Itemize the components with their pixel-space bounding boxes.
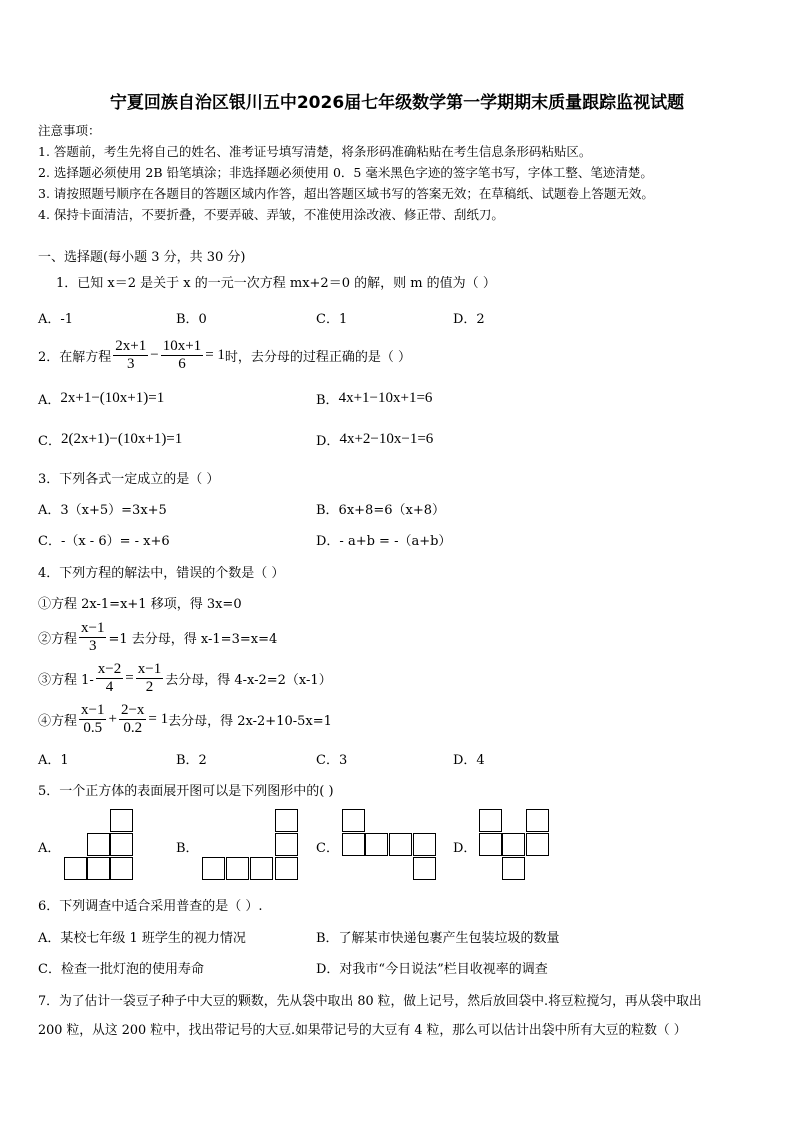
q2-f1-numerator: 2x+1 [115,338,147,354]
net-square [413,833,436,856]
net-square [479,833,502,856]
q4-i3-equals: = [125,670,134,686]
q4-i3-fraction-1 [96,661,123,696]
q2-minus: − [150,347,159,363]
q2-a-label: A． [38,393,61,408]
q4-i4-f1-denominator: 0.5 [83,720,103,736]
q4-i3-fraction-2 [136,661,163,696]
q4-i3-f2-numerator: x−1 [137,661,162,677]
q6-stem: 6．下列调查中适合采用普查的是（ ）. [38,899,263,914]
q3-option-c: C．-（x - 6）= - x+6 [38,534,170,549]
note-item-3: 3. 请按照题号顺序在各题目的答题区域内作答，超出答题区域书写的答案无效；在草稿纸、试题卷上答题无效。 [38,186,654,201]
net-square [502,833,525,856]
q4-i4-f1-numerator: x−1 [81,702,105,718]
q1-option-c: C．1 [316,312,348,327]
q2-fraction-1 [113,338,148,373]
net-square [250,857,273,880]
q5-label-b: B． [176,841,199,856]
net-square [275,857,298,880]
net-square [110,857,133,880]
section-heading: 一、选择题(每小题 3 分，共 30 分) [38,250,246,265]
q4-i4-plus: + [108,711,117,727]
net-square [502,857,525,880]
q4-option-c: C．3 [316,753,348,768]
q4-stem: 4．下列方程的解法中，错误的个数是（ ） [38,566,285,581]
q4-i4-f2-denominator: 0.2 [123,720,143,736]
net-square [389,833,412,856]
net-square [479,809,502,832]
q2-option-b [316,389,432,408]
q4-item-3 [38,661,332,696]
net-square [226,857,249,880]
q3-option-a: A．3（x+5）=3x+5 [38,503,167,518]
q4-item-1: ①方程 2x-1=x+1 移项，得 3x=0 [38,597,242,612]
q3-option-d: D．- a+b = -（a+b） [316,534,452,549]
q4-option-a: A．1 [38,753,69,768]
q6-option-b: B．了解某市快递包裹产生包装垃圾的数量 [316,931,560,946]
net-square [342,833,365,856]
net-square [365,833,388,856]
q4-i4-equals: = 1 [148,711,169,727]
note-item-1: 1. 答题前，考生先将自己的姓名、准考证号填写清楚，将条形码准确粘贴在考生信息条形码粘贴区。 [38,144,592,159]
q2-option-c [38,430,182,449]
q2-b-label: B． [316,393,339,408]
q5-stem: 5．一个正方体的表面展开图可以是下列图形中的( ) [38,784,334,799]
q7-line-2: 200 粒，从这 200 粒中，找出带记号的大豆.如果带记号的大豆有 4 粒，那么可以估计出袋中所有大豆的粒数（ ） [38,1023,687,1038]
q4-i3-f2-denominator: 2 [145,679,154,695]
q5-label-a: A． [38,841,61,856]
net-square [64,857,87,880]
q4-i2-prefix: ②方程 [38,632,78,647]
q4-i2-fraction [79,620,106,655]
page-title: 宁夏回族自治区银川五中2026届七年级数学第一学期期末质量跟踪监视试题 [109,93,685,113]
notes-heading: 注意事项： [38,123,101,138]
q2-option-d [316,430,433,449]
q5-label-c: C． [316,841,339,856]
net-square [275,809,298,832]
q4-i2-denominator: 3 [89,638,97,654]
q2-d-label: D． [316,434,340,449]
q4-option-b: B．2 [176,753,207,768]
net-square [342,809,365,832]
q4-item-4 [38,702,332,737]
q4-i3-suffix: 去分母，得 4-x-2=2（x-1） [165,673,332,688]
q2-suffix: 时，去分母的过程正确的是（ ） [224,350,412,365]
q2-a-expr: 2x+1−(10x+1)=1 [60,390,165,406]
q4-i4-prefix: ④方程 [38,714,78,729]
q2-f1-denominator: 3 [127,356,135,372]
q7-line-1: 7．为了估计一袋豆子种子中大豆的颗数，先从袋中取出 80 粒，做上记号，然后放回袋中.将豆粒搅匀，再从袋中取出 [38,994,702,1009]
q4-option-d: D．4 [453,753,485,768]
net-square [526,833,549,856]
q2-f2-numerator: 10x+1 [162,338,202,354]
q1-stem: 1．已知 x＝2 是关于 x 的一元一次方程 mx+2＝0 的解，则 m 的值为（ ） [56,276,496,291]
q4-i3-prefix: ③方程 1- [38,673,94,688]
q2-fraction-2 [161,338,203,373]
q3-stem: 3．下列各式一定成立的是（ ） [38,472,220,487]
q2-stem [38,338,411,373]
q4-i3-f1-numerator: x−2 [97,661,122,677]
net-square [110,833,133,856]
net-square [526,809,549,832]
q2-c-expr: 2(2x+1)−(10x+1)=1 [60,431,183,447]
q2-f2-denominator: 6 [178,356,186,372]
q6-option-a: A．某校七年级 1 班学生的视力情况 [38,931,246,946]
q2-c-label: C． [38,434,61,449]
note-item-2: 2. 选择题必须使用 2B 铅笔填涂；非选择题必须使用 0．5 毫米黑色字迹的签字笔书写，字体工整、笔迹清楚。 [38,165,653,180]
q4-i4-fraction-1 [79,702,106,737]
q4-i2-numerator: x−1 [81,620,105,636]
net-square [202,857,225,880]
q2-b-expr: 4x+1−10x+1=6 [338,390,433,406]
net-square [87,833,110,856]
q6-option-c: C．检查一批灯泡的使用寿命 [38,962,204,977]
q2-d-expr: 4x+2−10x−1=6 [339,431,434,447]
net-square [110,809,133,832]
net-square [87,857,110,880]
q4-i2-suffix: =1 去分母，得 x-1=3=x=4 [108,632,278,647]
q4-i4-suffix: 去分母，得 2x-2+10-5x=1 [168,714,332,729]
q6-option-d: D．对我市“今日说法”栏目收视率的调查 [316,962,548,977]
net-square [413,857,436,880]
q2-option-a [38,389,164,408]
q4-i3-f1-denominator: 4 [105,679,114,695]
q4-i4-f2-numerator: 2−x [120,702,145,718]
q4-i4-fraction-2 [119,702,146,737]
q2-prefix: 2．在解方程 [38,350,112,365]
q5-label-d: D． [453,841,477,856]
q2-equals: = 1 [205,347,225,363]
q3-option-b: B．6x+8=6（x+8） [316,503,445,518]
net-square [275,833,298,856]
q1-option-d: D．2 [453,312,485,327]
note-item-4: 4. 保持卡面清洁，不要折叠，不要弄破、弄皱，不准使用涂改液、修正带、刮纸刀。 [38,207,504,222]
q1-option-a: A．-1 [38,312,74,327]
q4-item-2 [38,620,277,655]
q1-option-b: B．0 [176,312,207,327]
